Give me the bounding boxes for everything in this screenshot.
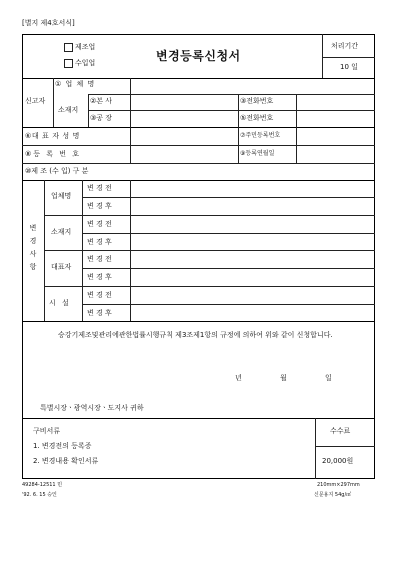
form-title: 변경등록신청서	[156, 49, 241, 63]
phone2-label: ⑤전화번호	[240, 114, 274, 122]
reg-date-label: ⑨등록연월일	[240, 150, 275, 157]
business-name-label: ① 업 체 명	[55, 80, 96, 88]
factory-label: ③공 장	[90, 114, 113, 122]
after-label: 변 경 후	[87, 309, 112, 317]
before-label: 변 경 전	[87, 184, 112, 192]
group-location: 소재지	[51, 228, 72, 236]
date-year: 년	[235, 374, 242, 382]
manufacture-label: 제조업	[75, 43, 96, 51]
changes-section-label: 변 경 사 항	[29, 224, 37, 271]
recipient-text: 특별시장ㆍ광역시장ㆍ도지사 귀하	[40, 404, 144, 412]
location-label: 소재지	[58, 106, 79, 114]
document-item: 1. 변경전의 등록증	[33, 442, 92, 450]
footer-size: 210mm×297mm	[317, 482, 360, 488]
form-label: [별지 제4호서식]	[22, 19, 75, 27]
resident-no-label: ⑦주민등록번호	[240, 132, 281, 139]
fee-value: 20,000원	[322, 457, 354, 465]
import-label: 수입업	[75, 59, 96, 67]
statement-text: 승강기제조및관리에관한법률시행규칙 제3조제1항의 규정에 의하여 위와 같이 신청합니다.	[58, 331, 333, 339]
document-item: 2. 변경내용 확인서류	[33, 457, 99, 465]
date-day: 일	[325, 374, 332, 382]
checkbox-manufacture[interactable]	[64, 43, 73, 52]
checkbox-import[interactable]	[64, 59, 73, 68]
fee-label: 수수료	[330, 427, 351, 435]
before-label: 변 경 전	[87, 255, 112, 263]
footer-paper: 신문용지 54g/㎡	[314, 492, 352, 498]
date-month: 월	[280, 374, 287, 382]
processing-value: 10 일	[340, 63, 358, 71]
processing-label: 처리기간	[331, 42, 359, 50]
phone1-label: ③전화번호	[240, 97, 274, 105]
applicant-section-label: 신고자	[25, 97, 46, 105]
reg-no-label: ⑧등 록 번 호	[25, 150, 81, 158]
before-label: 변 경 전	[87, 220, 112, 228]
documents-label: 구비서류	[33, 427, 61, 435]
form-frame	[22, 34, 375, 479]
after-label: 변 경 후	[87, 273, 112, 281]
representative-label: ⑥대 표 자 성 명	[25, 132, 80, 140]
category-label: ⑩제 조 (수 입) 구 분	[25, 167, 89, 175]
group-facility: 시 설	[49, 299, 71, 307]
group-business-name: 업체명	[51, 192, 72, 200]
head-office-label: ②본 사	[90, 97, 113, 105]
after-label: 변 경 후	[87, 238, 112, 246]
after-label: 변 경 후	[87, 202, 112, 210]
before-label: 변 경 전	[87, 291, 112, 299]
group-representative: 대표자	[51, 263, 72, 271]
footer-code: 49284-12511 민	[22, 482, 63, 488]
footer-approved: '92. 6. 15 승인	[22, 492, 57, 498]
